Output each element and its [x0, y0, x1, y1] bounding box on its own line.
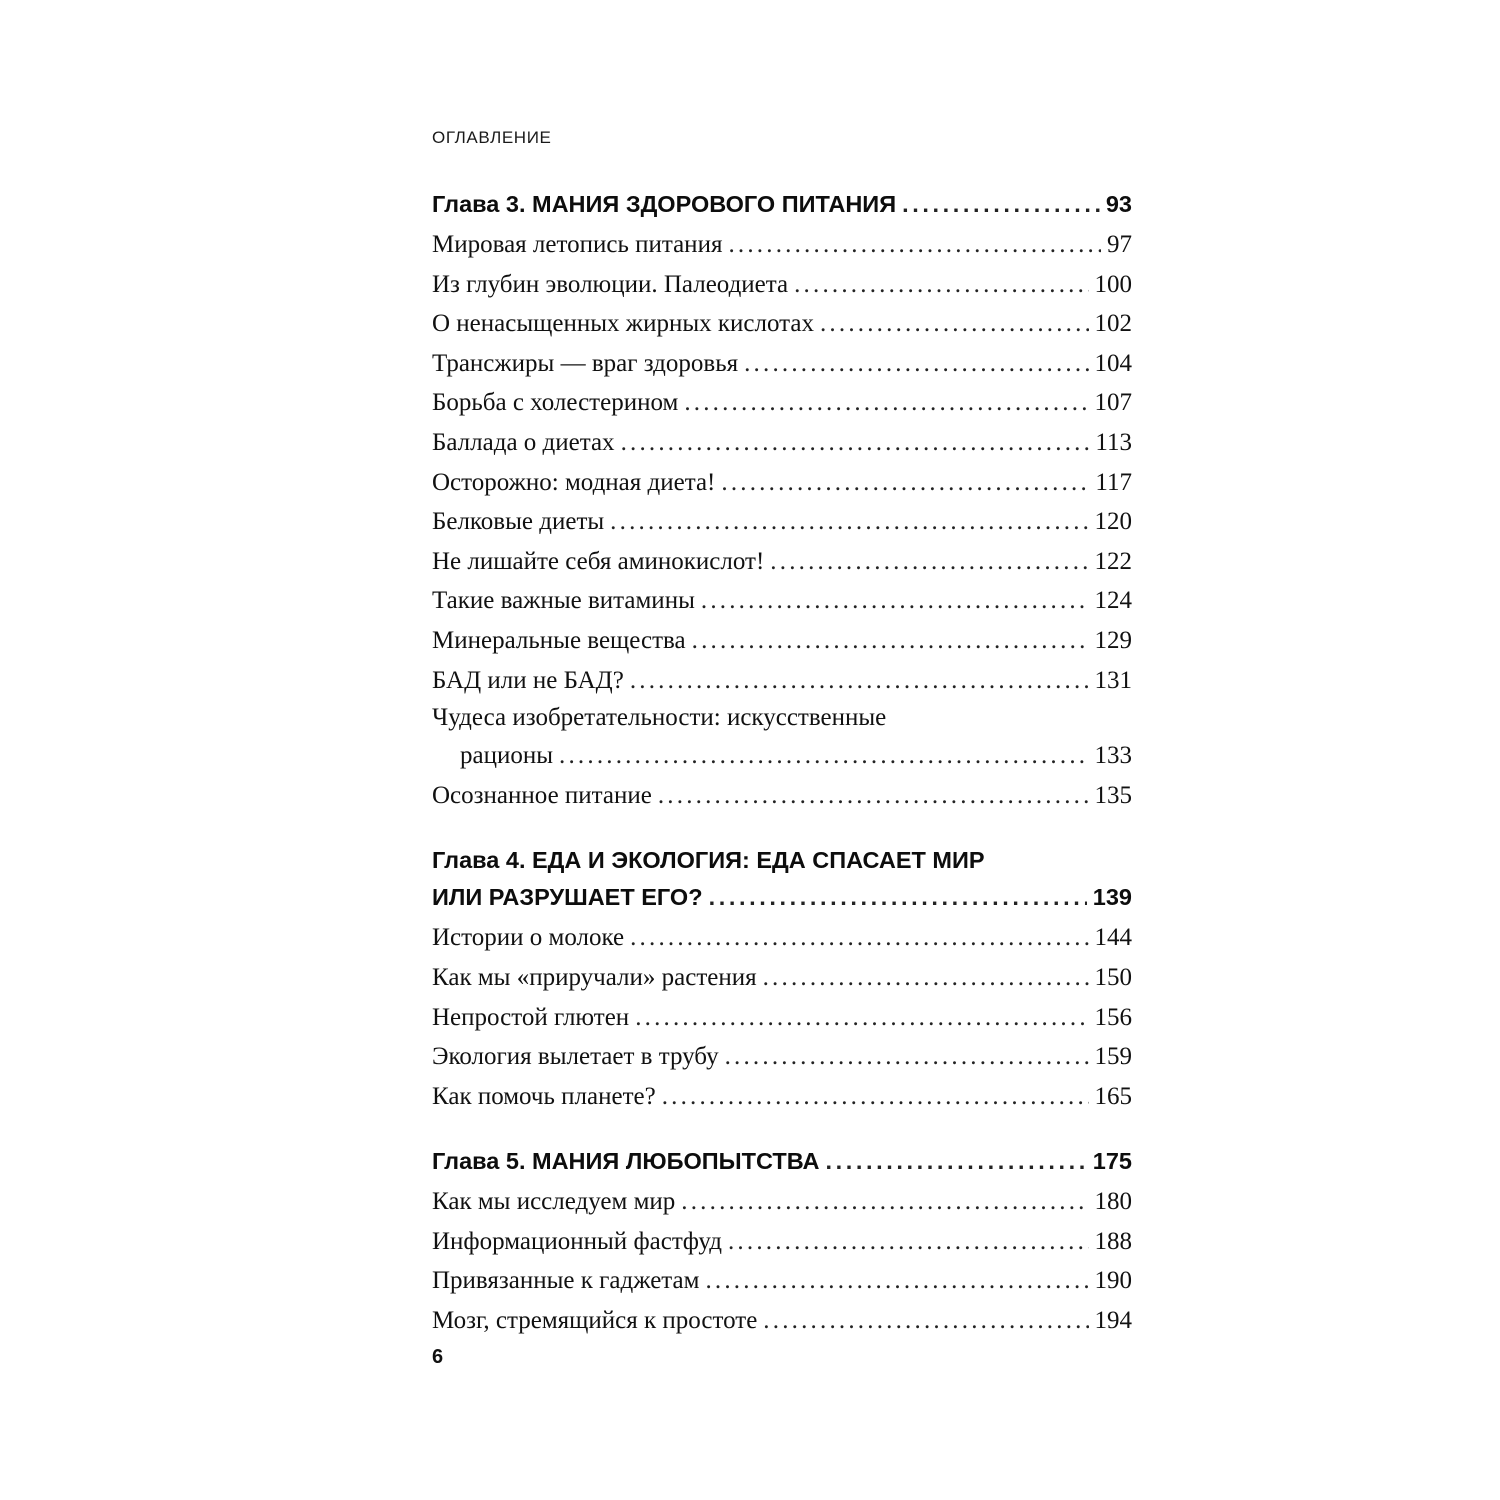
toc-entry	[432, 581, 1132, 621]
book-page	[432, 0, 1132, 1500]
dot-leader	[721, 463, 1089, 503]
chapter-heading	[432, 1143, 1132, 1180]
dot-leader	[610, 502, 1088, 542]
dot-leader	[621, 423, 1090, 463]
chapter-page-number: 139	[1092, 884, 1132, 911]
chapter-page-number: 175	[1092, 1148, 1132, 1175]
entry-title-line: Чудеса изобретательности: искусственные	[432, 704, 887, 732]
entry-title: Баллада о диетах	[432, 428, 615, 456]
chapter-title-line: Глава 3. МАНИЯ ЗДОРОВОГО ПИТАНИЯ	[432, 191, 897, 217]
entry-title: Трансжиры — враг здоровья	[432, 349, 739, 377]
entry-page-number: 129	[1094, 626, 1132, 654]
dot-leader	[725, 1037, 1089, 1077]
entry-page-number: 188	[1094, 1227, 1132, 1255]
toc-entry	[432, 621, 1132, 661]
toc-entry	[432, 700, 1132, 776]
chapter-title-row	[432, 879, 1132, 916]
entry-page-number: 113	[1095, 428, 1132, 456]
running-head: ОГЛАВЛЕНИЕ	[432, 128, 552, 147]
entry-title: Белковые диеты	[432, 508, 605, 536]
dot-leader	[728, 225, 1101, 265]
entry-title: Осторожно: модная диета!	[432, 468, 716, 496]
entry-title: О ненасыщенных жирных кислотах	[432, 310, 814, 338]
chapter-title-line: ИЛИ РАЗРУШАЕТ ЕГО?	[432, 884, 703, 911]
entry-title-line: рационы	[460, 742, 554, 770]
entry-page-number: 165	[1094, 1082, 1132, 1110]
dot-leader	[744, 344, 1088, 384]
entry-page-number: 97	[1107, 231, 1132, 258]
toc-entry	[432, 1301, 1132, 1341]
dot-leader	[559, 736, 1088, 776]
chapter-heading	[432, 842, 1132, 916]
dot-leader	[902, 186, 1100, 223]
dot-leader	[820, 304, 1089, 344]
entry-title: Истории о молоке	[432, 924, 625, 952]
entry-title: Непростой глютен	[432, 1003, 630, 1031]
toc-entry	[432, 661, 1132, 701]
entry-title: Не лишайте себя аминокислот!	[432, 547, 765, 575]
entry-title: Мозг, стремящийся к простоте	[432, 1307, 758, 1335]
dot-leader	[630, 918, 1088, 958]
toc-entry	[432, 1037, 1132, 1077]
toc-entry	[432, 1182, 1132, 1222]
entry-page-number: 150	[1094, 963, 1132, 991]
entry-title: Такие важные витамины	[432, 587, 695, 615]
entry-page-number: 144	[1094, 924, 1132, 952]
toc-chapter	[432, 842, 1132, 1116]
entry-title: Как помочь планете?	[432, 1082, 656, 1110]
toc-entry	[432, 998, 1132, 1038]
dot-leader	[763, 958, 1089, 998]
dot-leader	[701, 581, 1089, 621]
dot-leader	[635, 998, 1088, 1038]
chapter-title-row	[432, 186, 1132, 223]
toc-entry	[432, 225, 1132, 265]
entry-page-number: 104	[1094, 349, 1132, 377]
dot-leader	[794, 265, 1088, 305]
toc-entry	[432, 265, 1132, 305]
dot-leader	[728, 1222, 1089, 1262]
page-number: 6	[432, 1346, 444, 1368]
entry-title: Экология вылетает в трубу	[432, 1043, 719, 1071]
entry-title: Борьба с холестерином	[432, 389, 679, 417]
entry-page-number: 102	[1094, 310, 1132, 338]
entry-title: Из глубин эволюции. Палеодиета	[432, 270, 789, 298]
chapter-page-number: 93	[1105, 191, 1132, 217]
entry-title: Осознанное питание	[432, 781, 652, 809]
entry-page-number: 194	[1094, 1307, 1132, 1335]
toc-entry	[432, 1222, 1132, 1262]
entry-title: Привязанные к гаджетам	[432, 1267, 700, 1295]
entry-title: Мировая летопись питания	[432, 231, 723, 258]
entry-title: Информационный фастфуд	[432, 1227, 722, 1255]
toc-entry	[432, 958, 1132, 998]
entry-page-number: 190	[1094, 1267, 1132, 1295]
entry-row	[432, 736, 1132, 776]
toc-entry	[432, 542, 1132, 582]
toc-entry	[432, 502, 1132, 542]
entry-page-number: 180	[1094, 1188, 1132, 1216]
toc-chapter	[432, 186, 1132, 815]
entry-title: Как мы «приручали» растения	[432, 963, 757, 991]
entry-page-number: 117	[1095, 468, 1132, 496]
dot-leader	[684, 383, 1088, 423]
dot-leader	[658, 776, 1089, 816]
toc-entry	[432, 1077, 1132, 1117]
toc-entry	[432, 383, 1132, 423]
entry-page-number: 120	[1094, 508, 1132, 536]
entry-page-number: 156	[1094, 1003, 1132, 1031]
dot-leader	[763, 1301, 1088, 1341]
chapter-title-line: Глава 5. МАНИЯ ЛЮБОПЫТСТВА	[432, 1148, 820, 1175]
entry-page-number: 159	[1094, 1043, 1132, 1071]
chapter-title-line: Глава 4. ЕДА И ЭКОЛОГИЯ: ЕДА СПАСАЕТ МИР	[432, 847, 985, 874]
entry-page-number: 135	[1094, 781, 1132, 809]
dot-leader	[630, 661, 1089, 701]
entry-title: БАД или не БАД?	[432, 666, 624, 694]
chapter-title-row	[432, 1143, 1132, 1180]
toc-entry	[432, 423, 1132, 463]
toc-entry	[432, 1261, 1132, 1301]
entry-page-number: 100	[1094, 270, 1132, 298]
table-of-contents	[432, 186, 1132, 1368]
toc-entry	[432, 918, 1132, 958]
dot-leader	[662, 1077, 1089, 1117]
toc-chapter	[432, 1143, 1132, 1340]
dot-leader	[681, 1182, 1088, 1222]
dot-leader	[709, 879, 1087, 916]
dot-leader	[770, 542, 1088, 582]
dot-leader	[692, 621, 1089, 661]
toc-entry	[432, 776, 1132, 816]
entry-page-number: 122	[1094, 547, 1132, 575]
dot-leader	[826, 1143, 1087, 1180]
entry-title: Как мы исследуем мир	[432, 1188, 676, 1216]
toc-entry	[432, 463, 1132, 503]
dot-leader	[705, 1261, 1088, 1301]
toc-entry	[432, 344, 1132, 384]
entry-page-number: 133	[1094, 742, 1132, 770]
entry-page-number: 131	[1094, 666, 1132, 694]
chapter-heading	[432, 186, 1132, 223]
entry-page-number: 107	[1094, 389, 1132, 417]
toc-entry	[432, 304, 1132, 344]
entry-page-number: 124	[1094, 587, 1132, 615]
entry-title: Минеральные вещества	[432, 626, 686, 654]
